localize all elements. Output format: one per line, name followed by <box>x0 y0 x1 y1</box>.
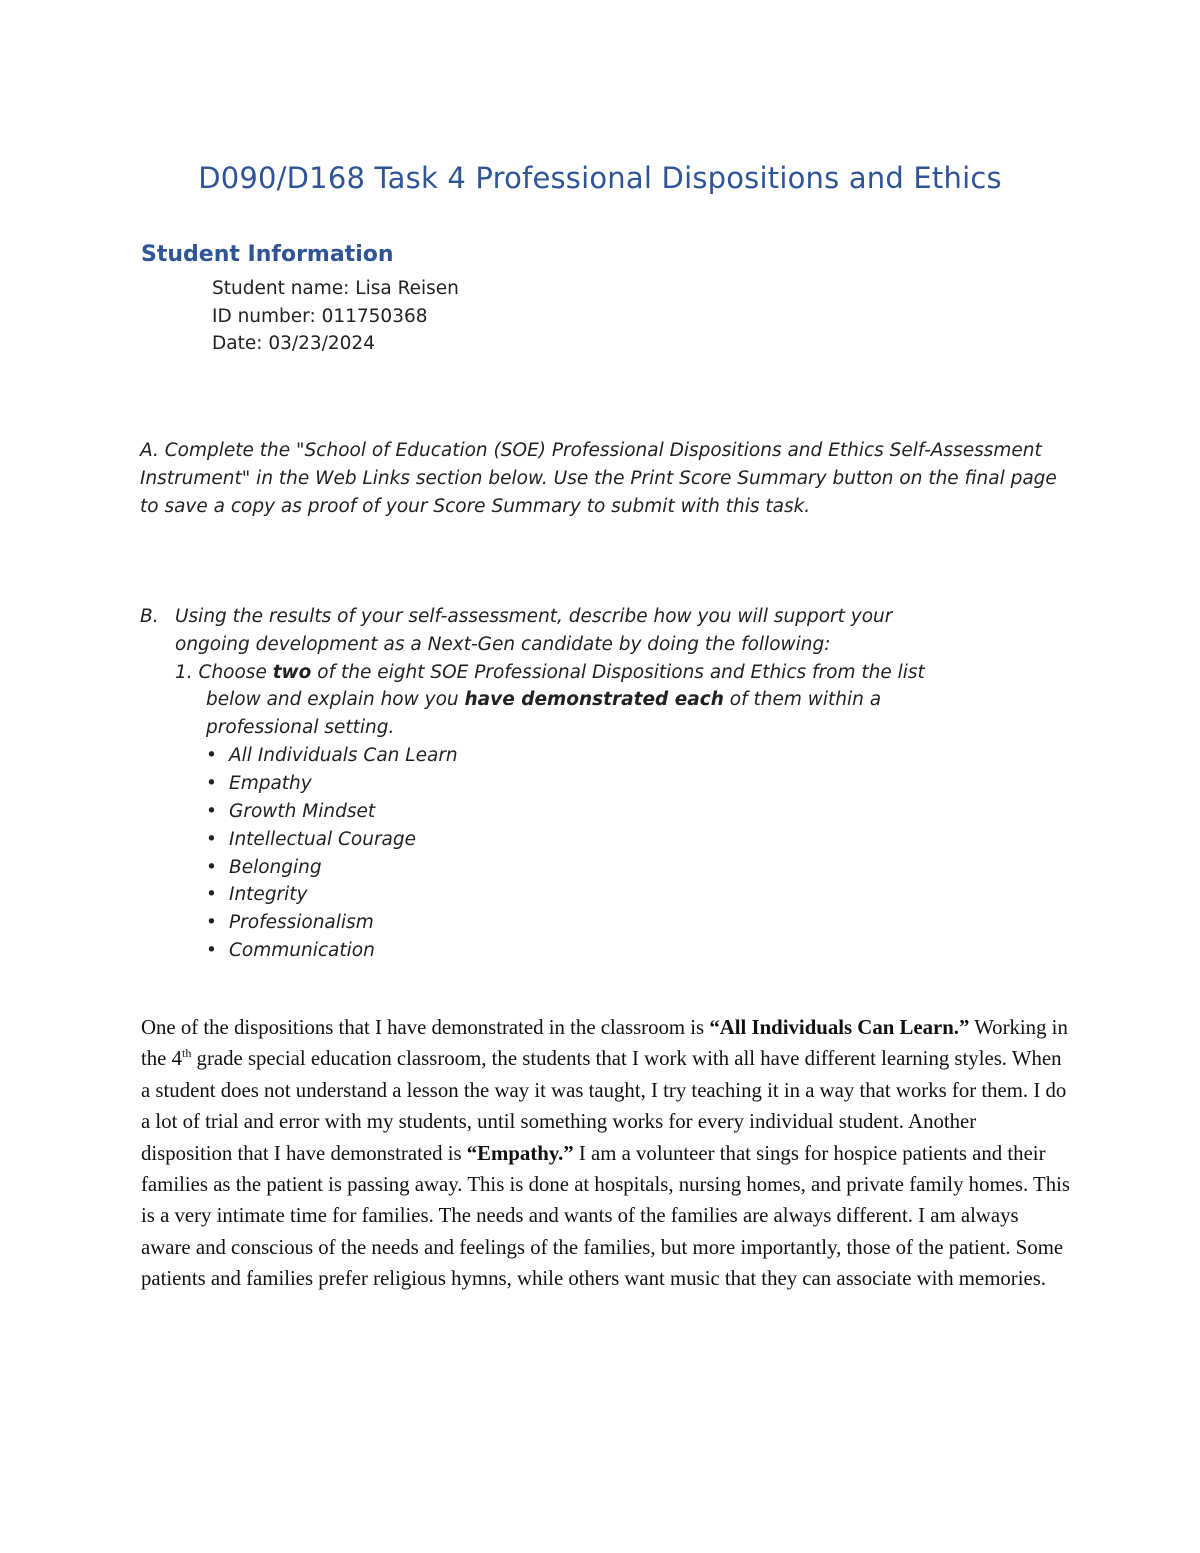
disposition-label: Integrity <box>229 884 308 905</box>
disposition-list-item <box>206 909 374 937</box>
bullet-icon: • <box>206 773 217 794</box>
essay-text-3: grade special education classroom, the students that I work with all have different learning styles. When a student does not understand a lesson the way it was taught, I try teaching it in a way that works for them. I do a lot of trial and error with my students, until something works for every individual student. Another disposition that I have demonstrated is <box>141 1047 1067 1165</box>
disposition-label: Communication <box>229 940 375 961</box>
disposition-list-item <box>206 881 308 909</box>
prompt-a: A. Complete the "School of Education (SOE) Professional Dispositions and Ethics Self-Assessment Instrument" in the Web Links section below. Use the Print Score Summary button on the final page to save a copy as proof of your Score Summary to submit with this task. <box>140 440 1057 517</box>
disposition-label: Growth Mindset <box>229 801 376 822</box>
student-name-line: Student name: Lisa Reisen <box>212 278 459 299</box>
item-1-text-d: below and explain how you <box>206 689 465 710</box>
essay-superscript: th <box>182 1046 192 1061</box>
disposition-list-item <box>206 798 375 826</box>
disposition-label: Professionalism <box>229 912 374 933</box>
essay-bold-empathy: “Empathy.” <box>466 1141 574 1165</box>
prompt-b-line-1: Using the results of your self-assessment, describe how you will support your <box>175 606 893 627</box>
page-title: D090/D168 Task 4 Professional Dispositions and Ethics <box>198 161 1002 195</box>
item-1-text-f: of them within a <box>723 689 882 710</box>
item-1-text-a: 1. Choose <box>175 662 273 683</box>
item-1-bold-demonstrated: have demonstrated each <box>464 689 724 710</box>
essay-bold-all-individuals: “All Individuals Can Learn.” <box>709 1016 970 1039</box>
disposition-label: All Individuals Can Learn <box>229 745 458 766</box>
bullet-icon: • <box>206 745 217 766</box>
disposition-list-item <box>206 770 312 798</box>
disposition-label: Belonging <box>229 857 322 878</box>
prompt-b-line-2: ongoing development as a Next-Gen candidate by doing the following: <box>175 634 831 655</box>
essay-text-1: One of the dispositions that I have demonstrated in the classroom is <box>141 1016 710 1039</box>
disposition-list-item <box>206 826 416 854</box>
disposition-label: Intellectual Courage <box>229 829 417 850</box>
bullet-icon: • <box>206 801 217 822</box>
bullet-icon: • <box>206 884 217 905</box>
essay-paragraph <box>141 1012 1071 1295</box>
item-1-bold-two: two <box>272 662 312 683</box>
prompt-b-item-1-cont <box>206 686 881 714</box>
disposition-label: Empathy <box>229 773 312 794</box>
bullet-icon: • <box>206 940 217 961</box>
bullet-icon: • <box>206 912 217 933</box>
student-information-heading: Student Information <box>141 242 394 267</box>
disposition-list-item <box>206 742 458 770</box>
prompt-b-item-1-end: professional setting. <box>206 717 395 738</box>
disposition-list-item <box>206 937 375 965</box>
essay-text-4: I am a volunteer that sings for hospice patients and their families as the patient is passing away. This is done at hospitals, nursing homes, and private family homes. This is a very intimate time for families. The needs and wants of the families are always different. I am always aware and conscious of the needs and feelings of the families, but more importantly, those of the patient. Some patients and families prefer religious hymns, while others want music that they can associate with memories. <box>141 1141 1070 1291</box>
prompt-b-marker: B. <box>140 606 159 627</box>
bullet-icon: • <box>206 829 217 850</box>
bullet-icon: • <box>206 857 217 878</box>
date-line: Date: 03/23/2024 <box>212 333 375 354</box>
prompt-b-item-1 <box>175 659 925 687</box>
id-number-line: ID number: 011750368 <box>212 306 428 327</box>
disposition-list-item <box>206 854 322 882</box>
essay-text-2: Working in the 4 <box>141 1016 1068 1071</box>
item-1-text-c: of the eight SOE Professional Dispositions and Ethics from the list <box>311 662 925 683</box>
